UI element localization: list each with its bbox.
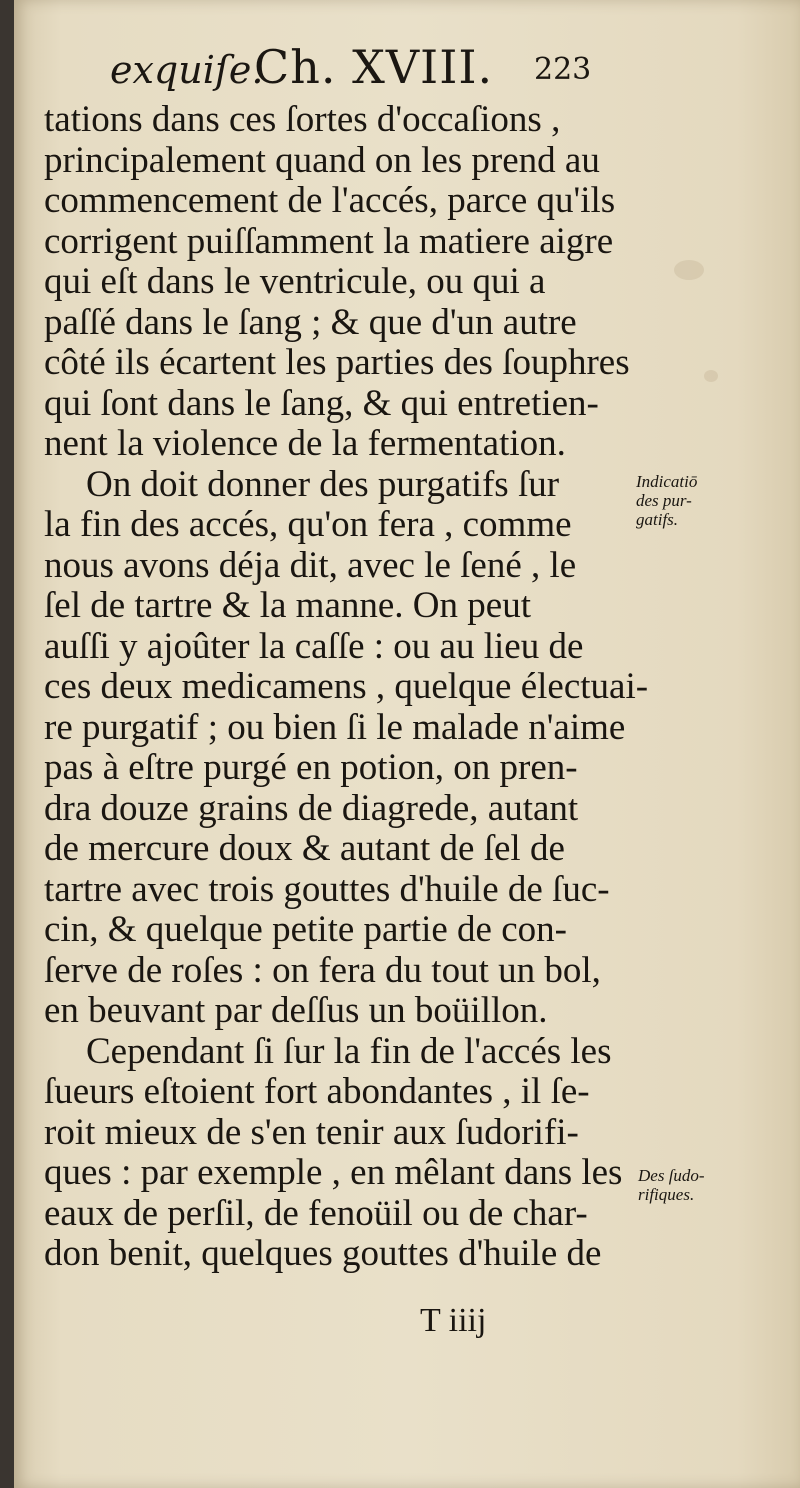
text-line: nent la violence de la fermentation. (44, 423, 566, 464)
chapter-heading: Ch. XVIII. (254, 40, 494, 94)
text-line: côté ils écartent les parties des ſouphres (44, 342, 630, 383)
text-line: auſſi y ajoûter la caſſe : ou au lieu de (44, 625, 584, 667)
catchword: T iiij (420, 1302, 487, 1339)
margin-note-line: des pur- (636, 491, 692, 510)
text-line: ſueurs eſtoient fort abondantes , il ſe- (44, 1071, 590, 1112)
page-number: 223 (534, 52, 592, 87)
text-line: re purgatif ; ou bien ſi le malade n'aime (44, 706, 626, 748)
text-line: la fin des accés, qu'on fera , comme (44, 504, 572, 545)
margin-note-line: Des ſudo- (638, 1166, 705, 1185)
paper-stain (674, 260, 704, 280)
text-line: ſerve de roſes : on fera du tout un bol, (44, 949, 601, 991)
text-line: de mercure doux & autant de ſel de (44, 828, 565, 869)
paper-stain (704, 370, 718, 382)
text-line: nous avons déja dit, avec le ſené , le (44, 544, 577, 586)
margin-note-purgatifs (636, 472, 697, 529)
text-line: pas à eſtre purgé en potion, on pren- (44, 747, 578, 788)
text-line: ques : par exemple , en mêlant dans les (44, 1152, 623, 1193)
text-line: commencement de l'accés, parce qu'ils (44, 180, 616, 221)
text-body (44, 99, 649, 1275)
text-line: On doit donner des purgatifs ſur (86, 463, 560, 505)
text-line: qui eſt dans le ventricule, ou qui a (44, 261, 546, 302)
text-line: en beuvant par deſſus un boüillon. (44, 990, 548, 1031)
text-line: don benit, quelques gouttes d'huile de (44, 1233, 602, 1274)
text-line: principalement quand on les prend au (44, 139, 600, 181)
text-line: tations dans ces ſortes d'occaſions , (44, 99, 561, 140)
text-line: roit mieux de s'en tenir aux ſudorifi- (44, 1111, 579, 1153)
margin-note-sudorifiques (638, 1166, 705, 1204)
text-line: Cependant ſi ſur la fin de l'accés les (86, 1030, 612, 1072)
margin-note-line: gatifs. (636, 510, 679, 529)
text-line: dra douze grains de diagrede, autant (44, 787, 579, 829)
text-line: ſel de tartre & la manne. On peut (44, 585, 531, 626)
text-line: corrigent puiſſamment la matiere aigre (44, 220, 614, 262)
text-line: cin, & quelque petite partie de con- (44, 909, 567, 950)
book-page (14, 0, 800, 1488)
text-line: eaux de perſil, de fenoüil ou de char- (44, 1192, 588, 1234)
margin-note-line: rifiques. (638, 1185, 695, 1204)
running-header (14, 40, 800, 100)
text-line: tartre avec trois gouttes d'huile de ſuc- (44, 868, 610, 910)
text-line: ces deux medicamens , quelque électuai- (44, 666, 649, 707)
running-word: exquiſe. (110, 48, 264, 92)
margin-note-line: Indicatiō (636, 472, 698, 491)
text-line: qui ſont dans le ſang, & qui entretien- (44, 382, 599, 424)
text-line: paſſé dans le ſang ; & que d'un autre (44, 301, 577, 343)
